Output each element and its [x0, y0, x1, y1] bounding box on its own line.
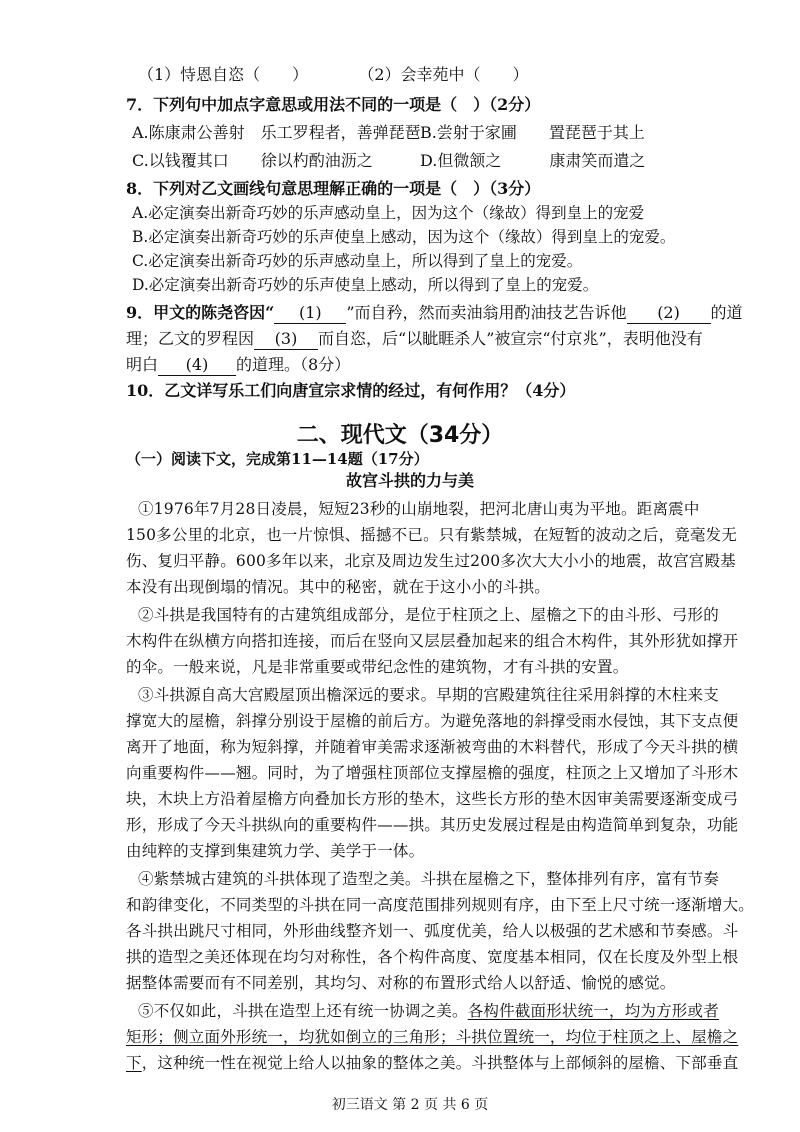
q6-item-2: （2）会幸苑中（ ）: [358, 65, 529, 84]
article-p3-line-5: 块，木块上方沿着屋檐方向叠加长方形的垫木，这些长方形的垫木因审美需要逐渐变成弓: [126, 790, 739, 808]
article-p5-underlined-3: 下: [126, 1054, 142, 1072]
q9-text-2: ”而自矜，然而卖油翁用酌油技艺告诉他: [346, 303, 627, 322]
q8-option-a: A.必定演奏出新奇巧妙的乐声感动皇上，因为这个（缘故）得到皇上的宠爱: [132, 204, 645, 222]
article-p4-line-1: ④紫禁城古建筑的斗拱体现了造型之美。斗拱在屋檐之下，整体排列有序，富有节奏: [138, 870, 719, 888]
article-p3-line-1: ③斗拱源自高大宫殿屋顶出檐深远的要求。早期的宫殿建筑往往采用斜撑的木柱来支: [138, 686, 719, 704]
q7-option-c: C.以钱覆其口 徐以杓酌油沥之: [132, 151, 373, 170]
article-title: 故宫斗拱的力与美: [345, 471, 474, 490]
q9-blank-2: (2): [627, 303, 711, 324]
article-p5-text-a: ⑤不仅如此，斗拱在造型上还有统一协调之美。: [138, 1002, 468, 1020]
q9-line-1: [126, 300, 743, 326]
article-p4-line-3: 各斗拱出跳尺寸相同，外形曲线整齐划一、弧度优美，给人以极强的艺术感和节奏感。斗: [126, 922, 739, 940]
article-p3-line-7: 由纯粹的支撑到集建筑力学、美学于一体。: [126, 842, 425, 860]
q9-text-3: 的道: [710, 303, 743, 322]
q8-stem: 8．下列对乙文画线句意思理解正确的一项是（ ）（3分）: [126, 179, 541, 198]
q9-text-5: 而自恣，后“以眦睚杀人”被宣宗“付京兆”，表明他没有: [318, 329, 703, 348]
section-title: 二、现代文（34分）: [296, 423, 504, 448]
q9-text-4: 理；乙文的罗程因: [126, 329, 255, 348]
article-p5-line-3: [126, 1050, 740, 1076]
article-p5-underlined-1: 各构件截面形状统一，均为方形或者: [467, 1002, 719, 1020]
article-p2-line-1: ②斗拱是我国特有的古建筑组成部分，是位于柱顶之上、屋檐之下的由斗形、弓形的: [138, 606, 719, 624]
article-p1-line-2: 150多公里的北京，也一片惊惧、摇撼不已。只有紫禁城，在短暂的波动之后，竟毫发无: [126, 526, 738, 544]
article-p3-line-6: 形，形成了今天斗拱纵向的重要构件——拱。其历史发展过程是由构造简单到复杂，功能: [126, 816, 739, 834]
q7-row-cd: [132, 148, 740, 174]
q8-option-c: C.必定演奏出新奇巧妙的乐声感动皇上，所以得到了皇上的宠爱。: [132, 252, 583, 270]
q9-text-7: 的道理。（8分）: [236, 355, 351, 374]
q7-row-ab: [132, 120, 740, 146]
q8-option-d: D.必定演奏出新奇巧妙的乐声使皇上感动，所以得到了皇上的宠爱。: [132, 276, 599, 294]
article-p1-line-4: 本没有出现倒塌的情况。其中的秘密，就在于这小小的斗拱。: [126, 578, 550, 596]
q6-item-1: （1）恃恩自恣（ ）: [138, 65, 309, 84]
q9-blank-1: (1): [274, 303, 346, 324]
article-p3-line-4: 向重要构件——翘。同时，为了增强柱顶部位支撑屋檐的强度，柱顶之上又增加了斗形木: [126, 764, 739, 782]
q7-stem: 7．下列句中加点字意思或用法不同的一项是（ ）（2分）: [126, 95, 541, 114]
q9-line-3: [126, 352, 740, 378]
article-p3-line-2: 撑宽大的屋檐，斜撑分别设于屋檐的前后方。为避免落地的斜撑受雨水侵蚀，其下支点便: [126, 712, 739, 730]
q8-option-b: B.必定演奏出新奇巧妙的乐声使皇上感动，因为这个（缘故）得到皇上的宠爱。: [132, 228, 676, 246]
article-p5-text-e: ，这种统一性在视觉上给人以抽象的整体之美。斗拱整体与上部倾斜的屋檐、下部垂直: [141, 1054, 739, 1072]
article-p2-line-3: 的伞。一般来说，凡是非常重要或带纪念性的建筑物，才有斗拱的安置。: [126, 658, 629, 676]
article-p5-line-1: [138, 998, 740, 1024]
q6-items: [138, 62, 740, 88]
article-p4-line-2: 和韵律变化，不同类型的斗拱在同一高度范围排列规则有序，由下至上尺寸统一逐渐增大。: [126, 896, 755, 914]
section-subtitle: （一）阅读下文，完成第11—14题（17分）: [126, 450, 429, 468]
article-p4-line-4: 拱的造型之美还体现在均匀对称性，各个构件高度、宽度基本相同，仅在长度及外型上根: [126, 948, 739, 966]
article-p1-line-3: 伤、复归平静。600多年以来，北京及周边发生过200多次大大小小的地震，故宫宫殿基: [126, 552, 736, 570]
q7-option-b: B.尝射于家圃 置琵琶于其上: [420, 123, 645, 142]
article-p2-line-2: 木构件在纵横方向搭扣连接，而后在竖向又层层叠加起来的组合木构件，其外形犹如撑开: [126, 632, 739, 650]
q9-blank-4: (4): [158, 355, 236, 376]
q10-stem: 10．乙文详写乐工们向唐宣宗求情的经过，有何作用？（4分）: [126, 381, 576, 400]
article-p1-line-1: ①1976年7月28日凌晨，短短23秒的山崩地裂，把河北唐山夷为平地。距离震中: [138, 500, 700, 518]
page-footer: 初三语文 第 2 页 共 6 页: [331, 1097, 489, 1113]
q9-text-6: 明白: [126, 355, 159, 374]
q9-blank-3: (3): [254, 329, 318, 350]
q9-line-2: [126, 326, 740, 352]
article-p4-line-5: 据整体需要而有不同差别，其均匀、对称的布置形式给人以舒适、愉悦的感觉。: [126, 974, 676, 992]
q9-text-1: 9．甲文的陈尧咨因“: [126, 303, 275, 322]
q7-option-a: A.陈康肃公善射 乐工罗程者，善弹琵琶: [132, 123, 421, 142]
article-p3-line-3: 离开了地面，称为短斜撑，并随着审美需求逐渐被弯曲的木料替代，形成了今天斗拱的横: [126, 738, 739, 756]
article-p5-line-2: [126, 1024, 740, 1050]
article-p5-underlined-2: 矩形；侧立面外形统一，均犹如倒立的三角形；斗拱位置统一，均位于柱顶之上、屋檐之: [126, 1028, 739, 1046]
q7-option-d: D.但微颔之 康肃笑而遣之: [420, 151, 646, 170]
